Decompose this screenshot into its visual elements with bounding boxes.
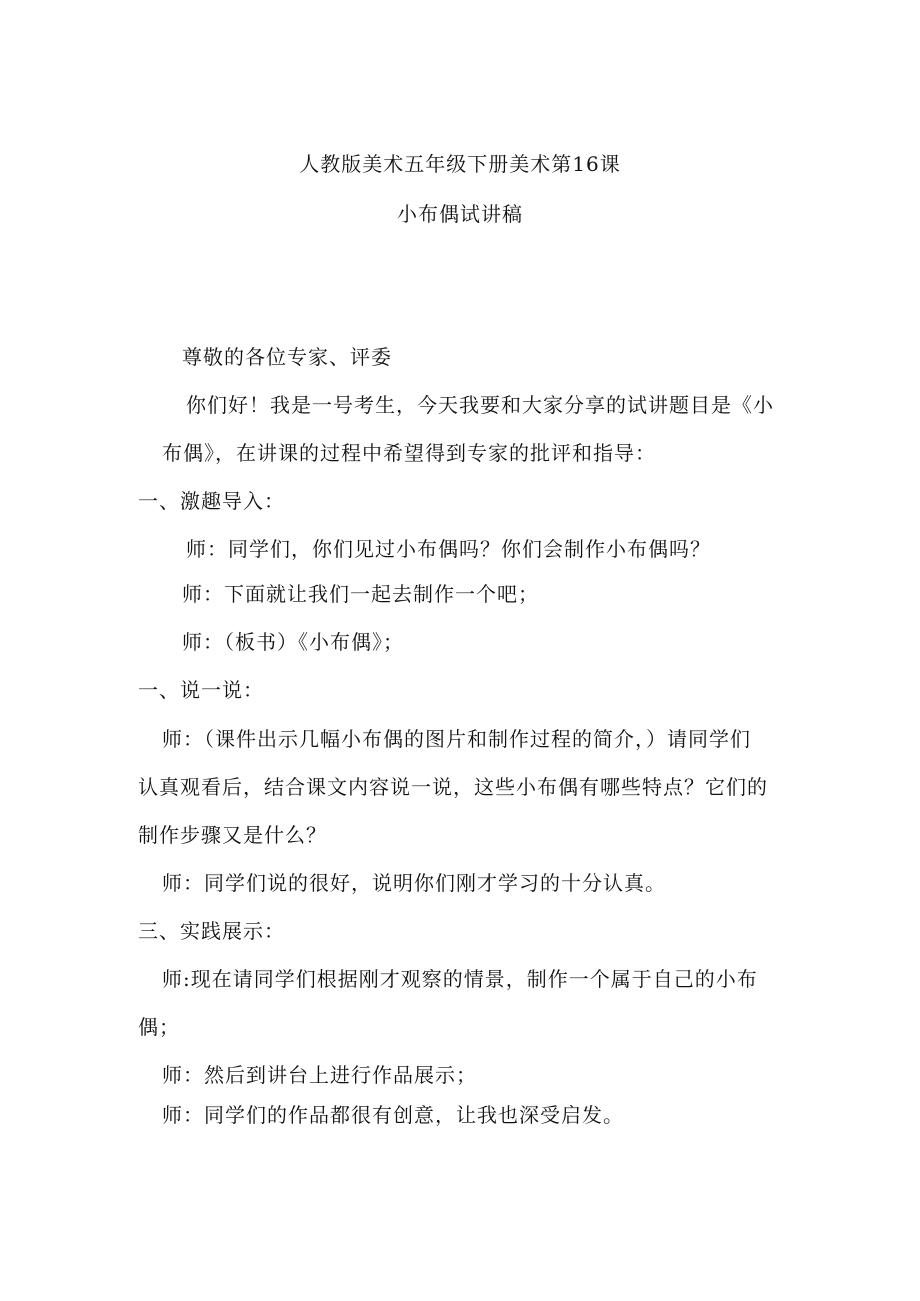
section3-heading: 三、实践展示： <box>138 919 285 943</box>
section2-para-line-2: 认真观看后，结合课文内容说一说，这些小布偶有哪些特点？它们的 <box>138 775 768 799</box>
section3-line-3: 师：同学们的作品都很有创意，让我也深受启发。 <box>162 1103 624 1127</box>
section2-para-line-1: 师：（课件出示几幅小布偶的图片和制作过程的简介，）请同学们 <box>162 727 751 751</box>
section3-para-line-2: 偶； <box>138 1015 180 1039</box>
section1-line-2: 师：下面就让我们一起去制作一个吧； <box>182 582 539 606</box>
section1-line-3: 师：（板书）《小布偶》； <box>182 630 404 654</box>
intro-line-2: 布偶》，在讲课的过程中希望得到专家的批评和指导： <box>162 441 656 465</box>
intro-line-1: 你们好！我是一号考生，今天我要和大家分享的试讲题目是《小 <box>186 393 774 417</box>
section1-heading: 一、激趣导入： <box>138 489 285 513</box>
greeting: 尊敬的各位专家、评委 <box>182 345 392 369</box>
section2-closing: 师：同学们说的很好，说明你们刚才学习的十分认真。 <box>162 871 666 895</box>
section2-heading: 一、说一说： <box>138 678 264 702</box>
document-subtitle: 小布偶试讲稿 <box>397 202 523 226</box>
section2-para-line-3: 制作步骤又是什么？ <box>138 823 327 847</box>
section1-line-1: 师：同学们，你们见过小布偶吗？你们会制作小布偶吗？ <box>186 537 711 561</box>
section3-line-2: 师：然后到讲台上进行作品展示； <box>162 1063 477 1087</box>
document-title: 人教版美术五年级下册美术第16课 <box>299 152 621 176</box>
section3-para-line-1: 师:现在请同学们根据刚才观察的情景，制作一个属于自己的小布 <box>162 967 758 991</box>
